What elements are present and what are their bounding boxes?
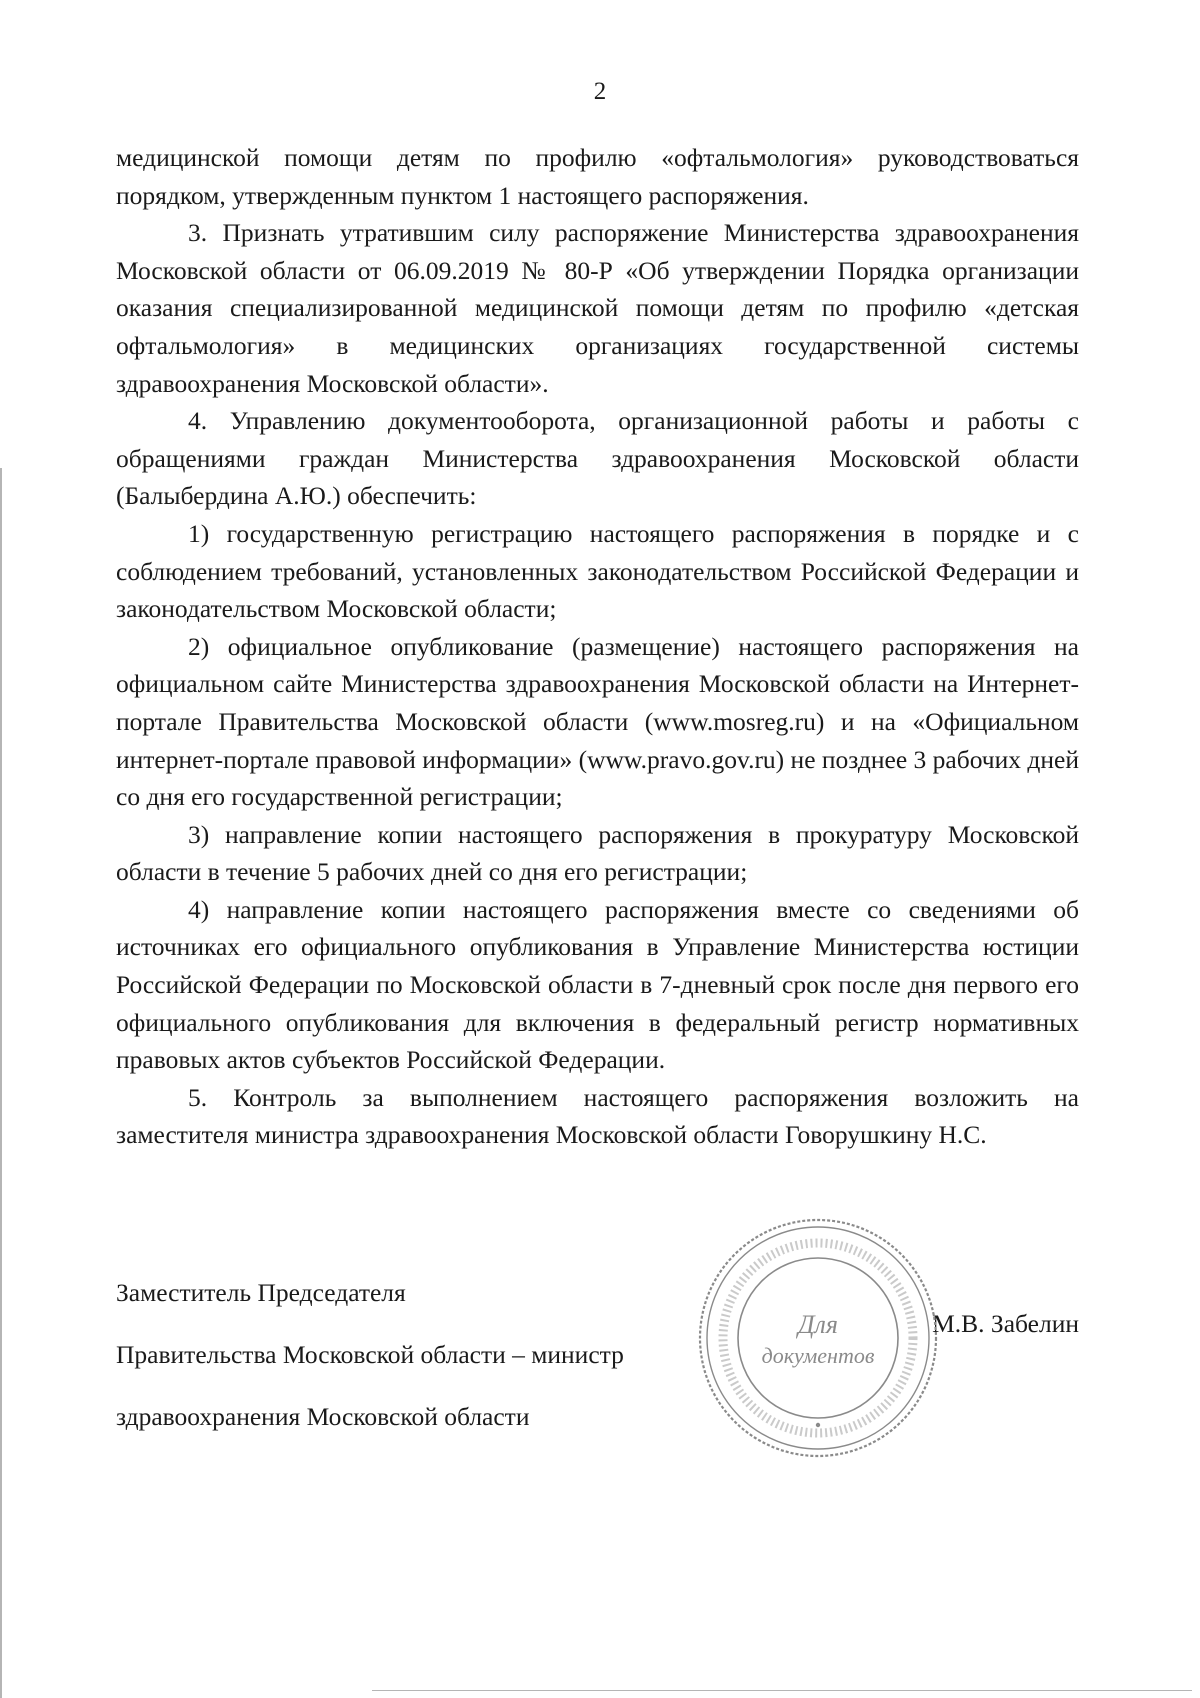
paragraph-item-4: 4. Управлению документооборота, организационной работы и работы с обращениями граждан Министерства здравоохранения Московской области (Балыбердина А.Ю.) обеспечить:: [116, 406, 1079, 511]
paragraph-subitem-4: 4) направление копии настоящего распоряжения вместе со сведениями об источниках его официального опубликования в Управление Министерства юстиции Российской Федерации по Московской области в 7-дневный срок после дня первого его официального опубликования для включения в федеральный регистр нормативных правовых актов субъектов Российской Федерации.: [116, 894, 1079, 1075]
page-number: 2: [593, 78, 607, 105]
stamp-text-line-2: документов: [761, 1343, 875, 1368]
paragraph-continuation: медицинской помощи детям по профилю «офтальмология» руководствоваться порядком, утвержденным пунктом 1 настоящего распоряжения.: [116, 143, 1079, 210]
signatory-name: М.В. Забелин: [932, 1309, 1079, 1338]
signatory-title: [116, 1246, 624, 1463]
signatory-title-line-2: Правительства Московской области – министр: [116, 1340, 624, 1369]
signatory-title-line-1: Заместитель Председателя: [116, 1278, 406, 1307]
stamp-text-line-1: Для: [798, 1310, 838, 1339]
signatory-title-line-3: здравоохранения Московской области: [116, 1402, 530, 1431]
document-body: [116, 139, 1079, 1154]
official-stamp-seal: [693, 1213, 943, 1463]
scan-edge-mark-left: [0, 468, 2, 1698]
paragraph-subitem-3: 3) направление копии настоящего распоряжения в прокуратуру Московской области в течение 5 рабочих дней со дня его регистрации;: [116, 819, 1079, 887]
paragraph-item-3: 3. Признать утратившим силу распоряжение Министерства здравоохранения Московской области от 06.09.2019 № 80-Р «Об утверждении Порядка организации оказания специализированной медицинской помощи детям по профилю «детская офтальмология» в медицинских организациях государственной системы здравоохранения Московской области».: [116, 218, 1079, 398]
scan-edge-mark-bottom: [372, 1690, 1192, 1691]
paragraph-subitem-2: 2) официальное опубликование (размещение) настоящего распоряжения на официальном сайте Министерства здравоохранения Московской области на Интернет-портале Правительства Московской области (www.mosreg.ru) и на «Официальном интернет-портале правовой информации» (www.pravo.gov.ru) не позднее 3 рабочих дней со дня его государственной регистрации;: [116, 631, 1079, 812]
paragraph-item-5: 5. Контроль за выполнением настоящего распоряжения возложить на заместителя министра здравоохранения Московской области Говорушкину Н.С.: [116, 1082, 1079, 1150]
paragraph-subitem-1: 1) государственную регистрацию настоящего распоряжения в порядке и с соблюдением требований, установленных законодательством Российской Федерации и законодательством Московской области;: [116, 518, 1079, 624]
